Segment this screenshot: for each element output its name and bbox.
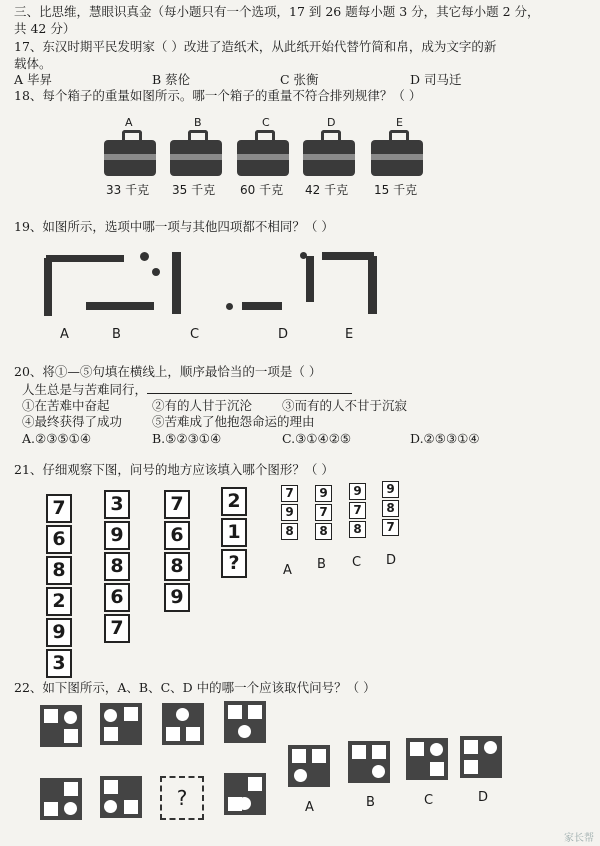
q17-option-b: B 蔡伦	[152, 72, 191, 87]
q22-letter-a: A	[305, 800, 314, 815]
q17-option-c: C 张衡	[280, 72, 319, 87]
q21-cell: 6	[164, 521, 190, 550]
q21-column-2	[104, 490, 130, 645]
q21-option-b	[315, 485, 332, 542]
q21-cell: 7	[315, 504, 332, 521]
q21-option-d	[382, 481, 399, 538]
q21-cell: 7	[349, 502, 366, 519]
q21-cell: 9	[382, 481, 399, 498]
q21-question-cell: ?	[221, 549, 247, 578]
q18-letter-d: D	[327, 116, 336, 129]
section-title: 三、比思维，慧眼识真金（每小题只有一个选项，17 到 26 题每小题 3 分，其它每小题 2 分，	[14, 4, 540, 19]
q20-line-text: 人生总是与苦难同行，	[22, 382, 148, 397]
q18-box-e	[371, 140, 423, 176]
q17-option-a: A 毕昇	[14, 72, 53, 87]
q20-sentence-1: ①在苦难中奋起	[22, 398, 110, 413]
q22-question-box: ?	[160, 776, 204, 820]
q21-cell: 2	[221, 487, 247, 516]
q17-option-d: D 司马迁	[410, 72, 462, 87]
q21-column-3	[164, 490, 190, 614]
q19-shape-d-dot	[226, 303, 233, 310]
q22-tile	[224, 701, 266, 743]
q19-shape-d	[242, 302, 282, 310]
q22-tile	[40, 705, 82, 747]
q17-stem-cont: 载体。	[14, 56, 52, 71]
q21-cell: 6	[46, 525, 72, 554]
q22-option-c	[406, 738, 448, 780]
q18-weight-d: 42 千克	[305, 183, 349, 197]
q20-option-a: A.②③⑤①④	[22, 431, 92, 446]
q21-cell: 8	[382, 500, 399, 517]
q21-cell: 1	[221, 518, 247, 547]
q19-shape-c-dot	[152, 268, 160, 276]
q19-shape-a	[46, 255, 124, 262]
q22-letter-d: D	[478, 790, 489, 805]
q21-cell: 7	[281, 485, 298, 502]
q19-shape-b-dot	[140, 252, 149, 261]
q21-cell: 7	[46, 494, 72, 523]
q21-cell: 8	[164, 552, 190, 581]
q22-tile	[100, 703, 142, 745]
q18-weight-c: 60 千克	[240, 183, 284, 197]
q20-blank	[147, 381, 352, 394]
q22-option-a	[288, 745, 330, 787]
q21-option-a	[281, 485, 298, 542]
q20-stem: 20、将①—⑤句填在横线上，顺序最恰当的一项是（ ）	[14, 364, 322, 379]
q18-weight-a: 33 千克	[106, 183, 150, 197]
q21-letter-d: D	[386, 553, 397, 568]
q20-option-b: B.⑤②③①④	[152, 431, 222, 446]
q22-tile	[162, 703, 204, 745]
q22-option-d	[460, 736, 502, 778]
q20-sentence-5: ⑤苦难成了他抱怨命运的理由	[152, 414, 315, 429]
q21-option-c	[349, 483, 366, 540]
q18-weight-e: 15 千克	[374, 183, 418, 197]
q21-letter-b: B	[317, 557, 326, 572]
q19-shape-b	[86, 302, 154, 310]
q21-cell: 6	[104, 583, 130, 612]
q18-weight-b: 35 千克	[172, 183, 216, 197]
q20-line	[22, 381, 352, 398]
q21-cell: 7	[104, 614, 130, 643]
q18-letter-c: C	[262, 116, 270, 129]
q21-cell: 8	[46, 556, 72, 585]
q22-stem: 22、如下图所示，A、B、C、D 中的哪一个应该取代问号？（ ）	[14, 680, 376, 695]
q21-letter-a: A	[283, 563, 292, 578]
q21-cell: 9	[315, 485, 332, 502]
q18-box-b	[170, 140, 222, 176]
q22-tile	[40, 778, 82, 820]
q18-box-a	[104, 140, 156, 176]
q19-shape-e-bar	[368, 256, 377, 314]
section-title-cont: 共 42 分）	[14, 21, 76, 36]
q18-box-c	[237, 140, 289, 176]
q21-cell: 7	[164, 490, 190, 519]
q19-letter-c: C	[190, 327, 200, 342]
q21-cell: 9	[281, 504, 298, 521]
q22-tile	[100, 776, 142, 818]
q19-letter-b: B	[112, 327, 121, 342]
q18-box-d	[303, 140, 355, 176]
q21-cell: 9	[104, 521, 130, 550]
q21-cell: 8	[315, 523, 332, 540]
q22-letter-c: C	[424, 793, 434, 808]
q20-sentence-2: ②有的人甘于沉沦	[152, 398, 253, 413]
q19-stem: 19、如图所示，选项中哪一项与其他四项都不相同？（ ）	[14, 219, 334, 234]
q19-shape-a-bar	[44, 258, 52, 316]
q21-cell: 9	[349, 483, 366, 500]
q19-shape-e	[306, 256, 314, 302]
q19-letter-e: E	[345, 327, 354, 342]
q20-sentence-3: ③而有的人不甘于沉寂	[282, 398, 408, 413]
q21-cell: 8	[349, 521, 366, 538]
q21-stem: 21、仔细观察下图，问号的地方应该填入哪个图形？（ ）	[14, 462, 334, 477]
q21-cell: 3	[104, 490, 130, 519]
q21-cell: 7	[382, 519, 399, 536]
q21-cell: 2	[46, 587, 72, 616]
q19-letter-d: D	[278, 327, 289, 342]
q21-cell: 9	[164, 583, 190, 612]
q20-option-d: D.②⑤③①④	[410, 431, 480, 446]
q17-stem: 17、东汉时期平民发明家（ ）改进了造纸术，从此纸开始代替竹简和帛，成为文字的新	[14, 39, 497, 54]
q21-cell: 3	[46, 649, 72, 678]
q19-letter-a: A	[60, 327, 69, 342]
q18-letter-b: B	[194, 116, 202, 129]
q18-stem: 18、每个箱子的重量如图所示。哪一个箱子的重量不符合排列规律？（ ）	[14, 88, 422, 103]
q21-column-1	[46, 494, 72, 680]
q21-letter-c: C	[352, 555, 362, 570]
q21-cell: 8	[281, 523, 298, 540]
q22-option-b	[348, 741, 390, 783]
q19-shape-c	[172, 252, 181, 314]
q18-letter-a: A	[125, 116, 133, 129]
q20-sentence-4: ④最终获得了成功	[22, 414, 123, 429]
q21-cell: 8	[104, 552, 130, 581]
watermark: 家长帮	[564, 833, 594, 844]
q21-column-4	[221, 487, 247, 580]
q22-letter-b: B	[366, 795, 375, 810]
q22-tile	[224, 773, 266, 815]
q18-letter-e: E	[396, 116, 403, 129]
q20-option-c: C.③①④②⑤	[282, 431, 352, 446]
q19-shape-e-top	[322, 252, 374, 260]
q21-cell: 9	[46, 618, 72, 647]
